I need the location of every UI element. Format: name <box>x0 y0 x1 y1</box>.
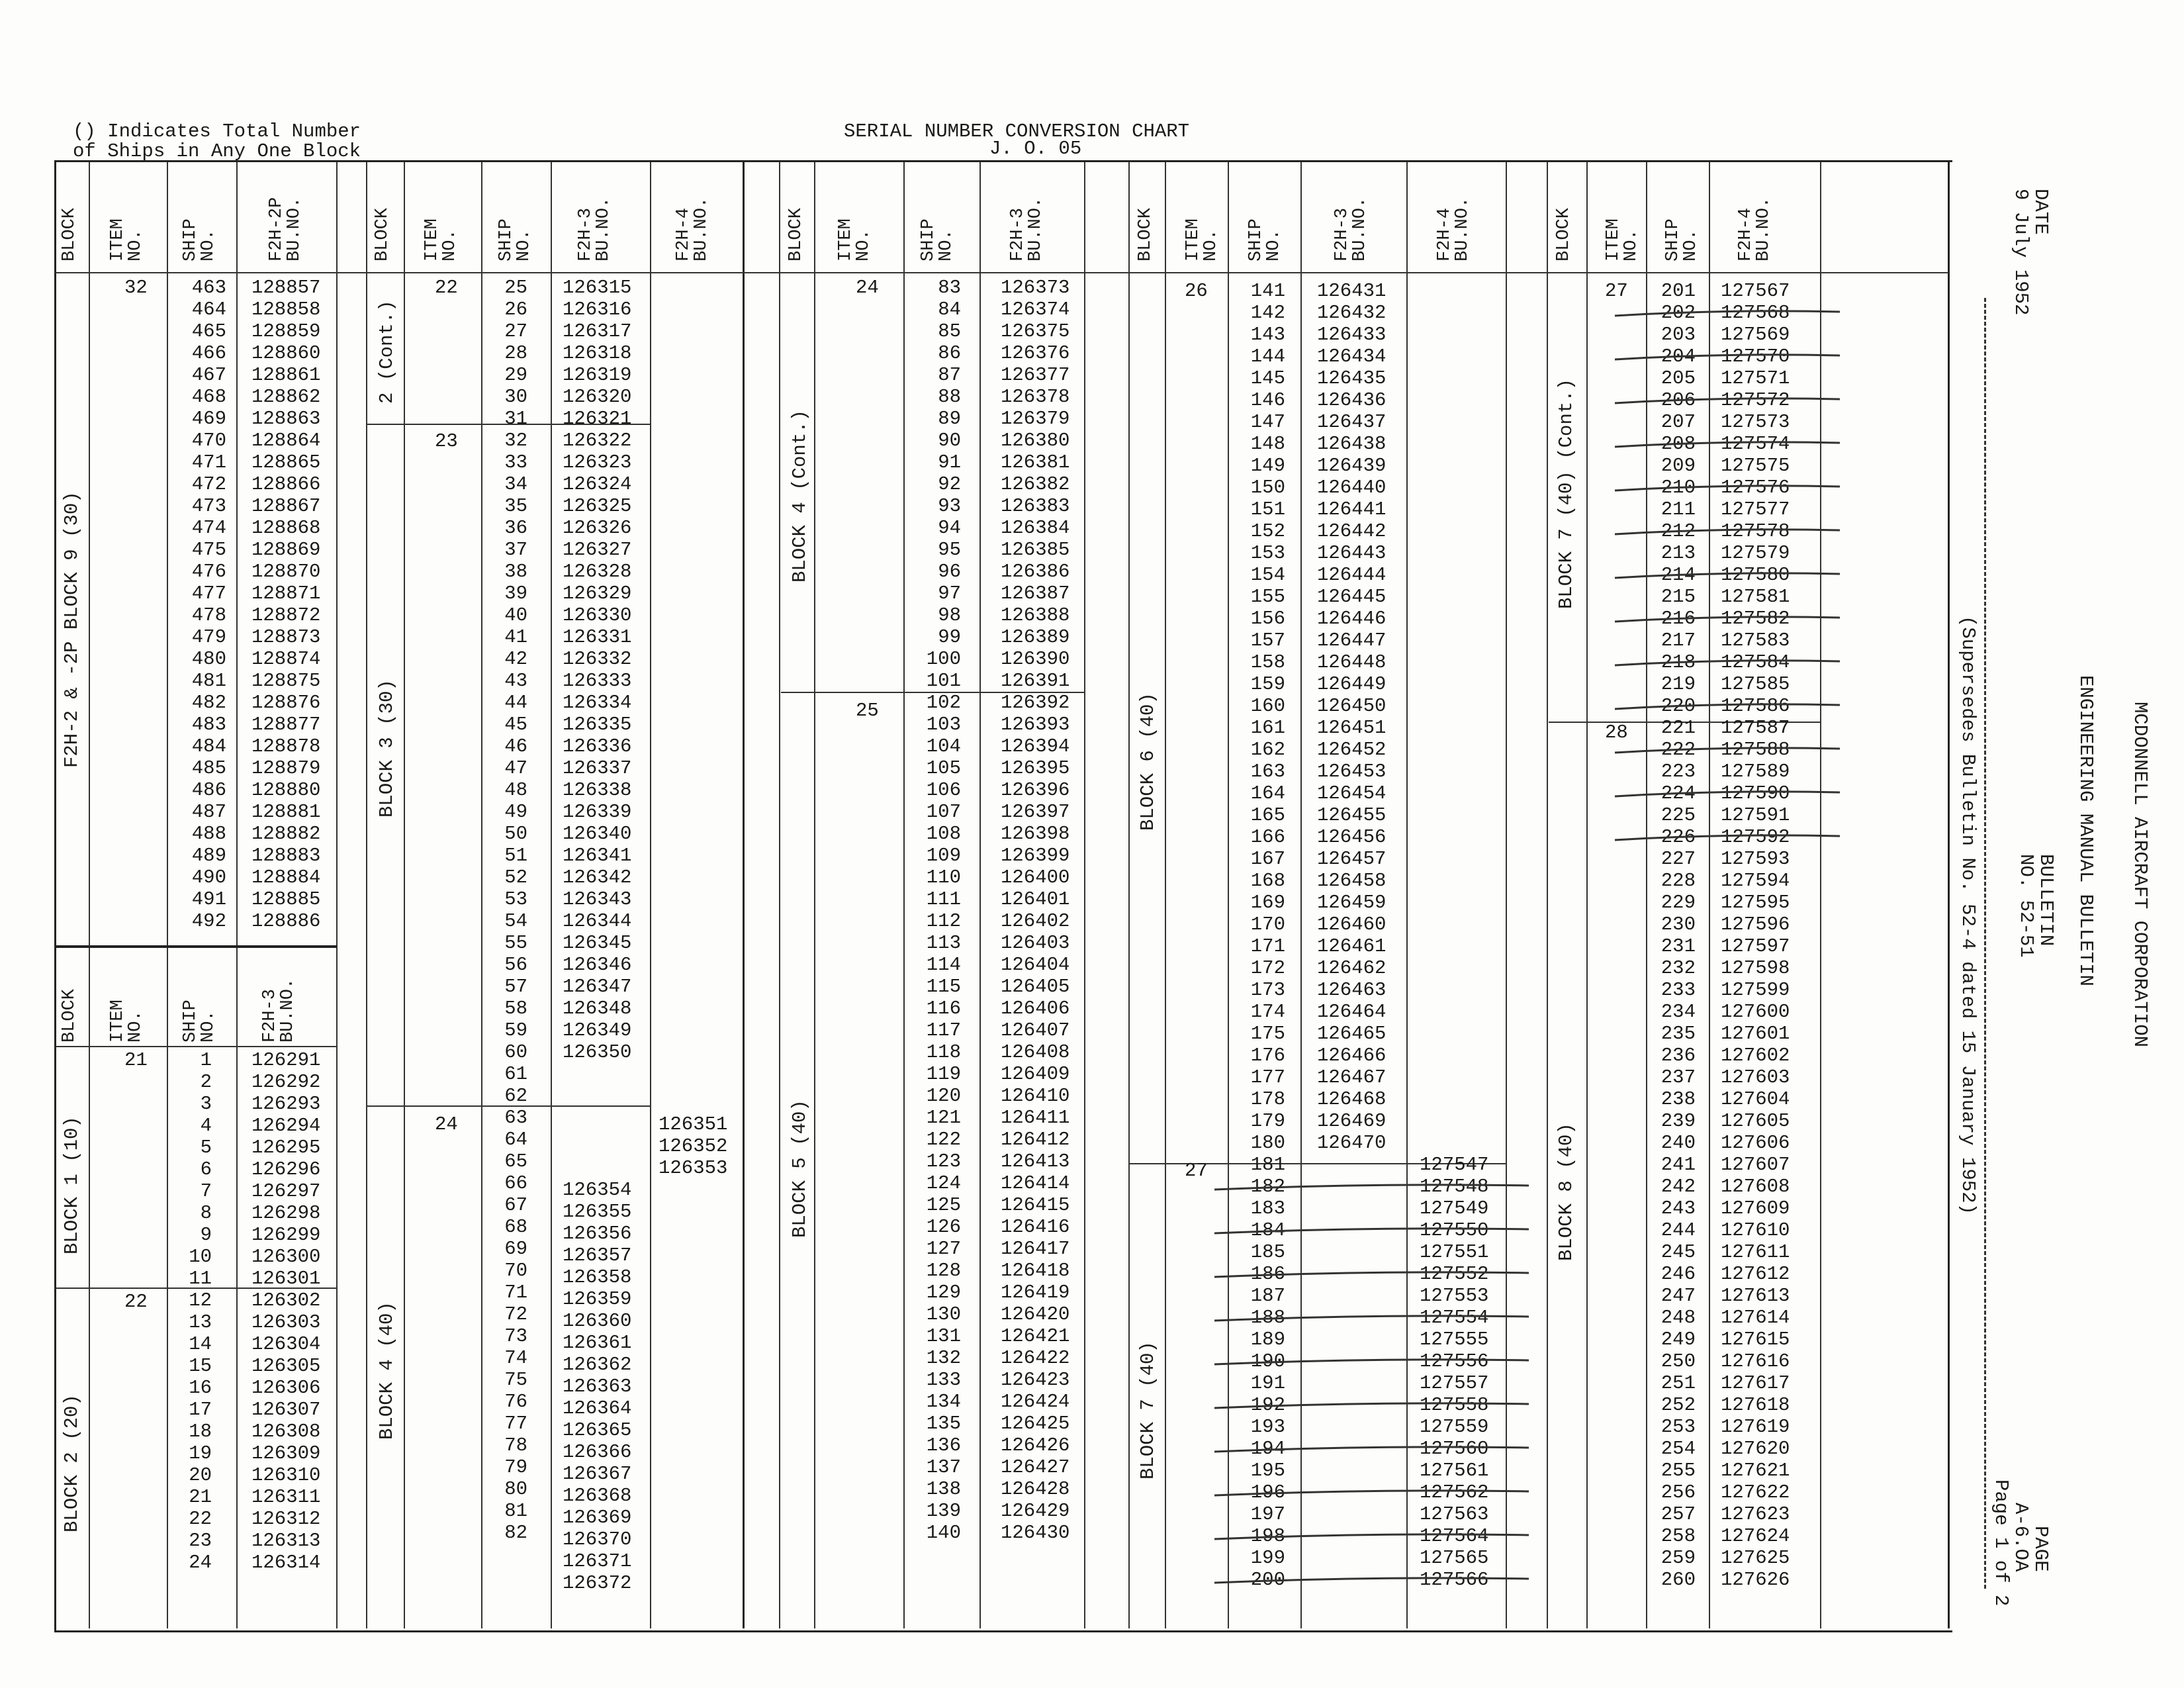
col-header-ship: SHIP NO. <box>181 218 218 261</box>
strike-mark <box>1214 1578 1529 1583</box>
ship-numbers: 463 464 465 466 467 468 469 470 471 472 473 474 475 476 477 478 479 480 481 482 483 484 485 486 487 488 489 490 491 492 <box>191 277 226 932</box>
chart-title: SERIAL NUMBER CONVERSION CHART <box>844 120 1190 142</box>
col-header-f2h2p: F2H-2P BU.NO. <box>267 197 304 261</box>
item-number: 27 <box>1605 280 1628 302</box>
col-header-block: BLOCK <box>373 207 392 261</box>
item-number: 25 <box>856 700 879 722</box>
col-header-f2h4: F2H-4 BU.NO. <box>1736 197 1774 261</box>
strike-mark <box>1214 1534 1529 1539</box>
block-label-7-cont: BLOCK 7 (40) (Cont.) <box>1555 378 1577 609</box>
bu-numbers-f2h4: 127547 127548 127549 127550 127551 127552 127553 127554 127555 127556 127557 127558 127559 127560 127561 127562 127563 127564 127565 127566 <box>1420 1154 1489 1591</box>
col-header-item: ITEM NO. <box>108 218 146 261</box>
col-header-ship: SHIP NO. <box>181 1000 218 1043</box>
col-header-f2h4: F2H-4 BU.NO. <box>1435 197 1473 261</box>
strike-mark <box>1615 704 1840 709</box>
ship-numbers: 1 2 3 4 5 6 7 8 9 10 11 12 13 14 15 16 17 18 19 20 21 22 23 24 <box>189 1049 212 1573</box>
col-header-item: ITEM NO. <box>1183 218 1221 261</box>
col-header-item: ITEM NO. <box>836 218 874 261</box>
strike-mark <box>1214 1491 1529 1495</box>
page-number: A-6.OA <box>2010 1503 2032 1572</box>
block-label-8: BLOCK 8 (40) <box>1555 1123 1577 1261</box>
col-header-f2h3: F2H-3 BU.NO. <box>260 978 298 1043</box>
strike-mark <box>1615 661 1840 665</box>
strike-mark <box>1214 1360 1529 1364</box>
block-label-1: BLOCK 1 (10) <box>61 1116 83 1254</box>
col-header-item: ITEM NO. <box>1604 218 1641 261</box>
col-header-block: BLOCK <box>786 207 806 261</box>
date-label: DATE <box>2030 189 2052 235</box>
dashed-rule <box>1984 298 1986 1589</box>
strike-mark <box>1615 442 1840 447</box>
col-header-ship: SHIP NO. <box>919 218 956 261</box>
col-header-block: BLOCK <box>1554 207 1574 261</box>
col-header-f2h3: F2H-3 BU.NO. <box>1332 197 1370 261</box>
bu-numbers-f2h3: 126315 126316 126317 126318 126319 126320 126321 126322 126323 126324 126325 126326 126327 126328 126329 126330 126331 126332 126333 126334 126335 126336 126337 126338 126339 126340 126341 126342 126343 126344 126345 126346 126347 126348 126349 126350 <box>563 277 632 1063</box>
ship-numbers: 25 26 27 28 29 30 31 32 33 34 35 36 37 38 39 40 41 42 43 44 45 46 47 48 49 50 51 52 53 54 55 56 57 58 59 60 61 62 63 64 65 66 67 68 69 70 71 72 73 74 75 76 77 78 79 80 81 82 <box>504 277 527 1544</box>
item-number: 26 <box>1185 280 1208 302</box>
strike-mark <box>1214 1229 1529 1233</box>
strike-mark <box>1615 792 1840 796</box>
bulletin-label: BULLETIN <box>2035 854 2057 947</box>
item-number: 24 <box>856 277 879 299</box>
item-number: 28 <box>1605 722 1628 743</box>
strike-mark <box>1615 355 1840 359</box>
strike-mark <box>1615 399 1840 403</box>
company-name: MCDONNELL AIRCRAFT CORPORATION <box>2129 702 2151 1048</box>
block-label-7: BLOCK 7 (40) <box>1137 1341 1159 1479</box>
item-number: 24 <box>435 1113 458 1135</box>
col-header-item: ITEM NO. <box>108 1000 146 1043</box>
block-label-3: BLOCK 3 (30) <box>376 679 398 818</box>
strike-mark <box>1615 835 1840 840</box>
page-label: PAGE <box>2030 1526 2052 1572</box>
block-label-5: BLOCK 5 (40) <box>789 1100 811 1238</box>
bulletin-number: NO. 52-51 <box>2015 854 2037 958</box>
legend-note: () Indicates Total Number of Ships in Any One Block <box>73 120 361 162</box>
strike-mark <box>1615 617 1840 622</box>
col-header-block: BLOCK <box>1136 207 1156 261</box>
bu-numbers-f2h4: 126351 126352 126353 <box>659 1113 728 1179</box>
job-order: J. O. 05 <box>989 138 1082 160</box>
block-label-6: BLOCK 6 (40) <box>1137 692 1159 831</box>
ship-numbers: 83 84 85 86 87 88 89 90 91 92 93 94 95 96 97 98 99 100 101 102 103 104 105 106 107 108 109 110 111 112 113 114 115 116 117 118 119 120 121 122 123 124 125 126 127 128 129 130 131 132 133 134 135 136 137 138 139 140 <box>926 277 961 1544</box>
item-number: 27 <box>1185 1160 1208 1182</box>
item-number: 23 <box>435 430 458 452</box>
bu-numbers-f2h2p: 128857 128858 128859 128860 128861 128862 128863 128864 128865 128866 128867 128868 128869 128870 128871 128872 128873 128874 128875 128876 128877 128878 128879 128880 128881 128882 128883 128884 128885 128886 <box>251 277 321 932</box>
col-header-ship: SHIP NO. <box>496 218 534 261</box>
strike-mark <box>1214 1185 1529 1190</box>
item-number: 21 <box>124 1049 148 1071</box>
bu-numbers-f2h3: 126291 126292 126293 126294 126295 126296 126297 126298 126299 126300 126301 126302 126303 126304 126305 126306 126307 126308 126309 126310 126311 126312 126313 126314 <box>251 1049 321 1573</box>
block-label-4: BLOCK 4 (40) <box>376 1301 398 1440</box>
ship-numbers: 201 202 203 204 205 206 207 208 209 210 211 212 213 214 215 216 217 218 219 220 221 222 223 224 225 226 227 228 229 230 231 232 233 234 235 236 237 238 239 240 241 242 243 244 245 246 247 248 249 250 251 252 253 254 255 256 257 258 259 260 <box>1661 280 1696 1591</box>
supersedes-note: (Supersedes Bulletin No. 52-4 dated 15 January 1952) <box>1957 616 1979 1215</box>
col-header-item: ITEM NO. <box>422 218 460 261</box>
strike-mark <box>1615 311 1840 316</box>
block-label-2: BLOCK 2 (20) <box>61 1394 83 1532</box>
bu-numbers-f2h4: 127567 127568 127569 127570 127571 127572 127573 127574 127575 127576 127577 127578 127579 127580 127581 127582 127583 127584 127585 127586 127587 127588 127589 127590 127591 127592 127593 127594 127595 127596 127597 127598 127599 127600 127601 127602 127603 127604 127605 127606 127607 127608 127609 127610 127611 127612 127613 127614 127615 127616 127617 127618 127619 127620 127621 127622 127623 127624 127625 127626 <box>1721 280 1790 1591</box>
col-header-f2h4: F2H-4 BU.NO. <box>674 197 711 261</box>
block-label-9: F2H-2 & -2P BLOCK 9 (30) <box>61 491 83 768</box>
item-number: 22 <box>124 1291 148 1313</box>
col-header-f2h3: F2H-3 BU.NO. <box>1008 197 1046 261</box>
item-number: 22 <box>435 277 458 299</box>
strike-mark <box>1214 1316 1529 1321</box>
strike-mark <box>1615 748 1840 753</box>
item-number: 32 <box>124 277 148 299</box>
col-header-block: BLOCK <box>60 207 79 261</box>
block-label-2-cont: 2 (Cont.) <box>376 300 398 404</box>
ship-numbers: 181 182 183 184 185 186 187 188 189 190 191 192 193 194 195 196 197 198 199 200 <box>1250 1154 1285 1591</box>
strike-mark <box>1615 486 1840 491</box>
strike-mark <box>1615 530 1840 534</box>
bu-numbers-f2h3: 126354 126355 126356 126357 126358 126359 126360 126361 126362 126363 126364 126365 126366 126367 126368 126369 126370 126371 126372 <box>563 1179 632 1594</box>
col-header-block: BLOCK <box>60 988 79 1043</box>
bu-numbers-f2h3: 126431 126432 126433 126434 126435 126436 126437 126438 126439 126440 126441 126442 126443 126444 126445 126446 126447 126448 126449 126450 126451 126452 126453 126454 126455 126456 126457 126458 126459 126460 126461 126462 126463 126464 126465 126466 126467 126468 126469 126470 <box>1317 280 1387 1154</box>
bu-numbers-f2h3: 126373 126374 126375 126376 126377 126378 126379 126380 126381 126382 126383 126384 126385 126386 126387 126388 126389 126390 126391 126392 126393 126394 126395 126396 126397 126398 126399 126400 126401 126402 126403 126404 126405 126406 126407 126408 126409 126410 126411 126412 126413 126414 126415 126416 126417 126418 126419 126420 126421 126422 126423 126424 126425 126426 126427 126428 126429 126430 <box>1001 277 1070 1544</box>
col-header-ship: SHIP NO. <box>1246 218 1284 261</box>
block-label-4-cont: BLOCK 4 (Cont.) <box>789 409 811 583</box>
ship-numbers: 141 142 143 144 145 146 147 148 149 150 151 152 153 154 155 156 157 158 159 160 161 162 163 164 165 166 167 168 169 170 171 172 173 174 175 176 177 178 179 180 <box>1250 280 1285 1154</box>
page-of: Page 1 of 2 <box>1990 1479 2012 1607</box>
col-header-ship: SHIP NO. <box>1663 218 1701 261</box>
strike-mark <box>1214 1447 1529 1452</box>
date-value: 9 July 1952 <box>2010 189 2032 316</box>
strike-mark <box>1615 573 1840 578</box>
strike-mark <box>1214 1272 1529 1277</box>
col-header-f2h3: F2H-3 BU.NO. <box>576 197 614 261</box>
manual-title: ENGINEERING MANUAL BULLETIN <box>2075 675 2097 986</box>
strike-mark <box>1214 1403 1529 1408</box>
